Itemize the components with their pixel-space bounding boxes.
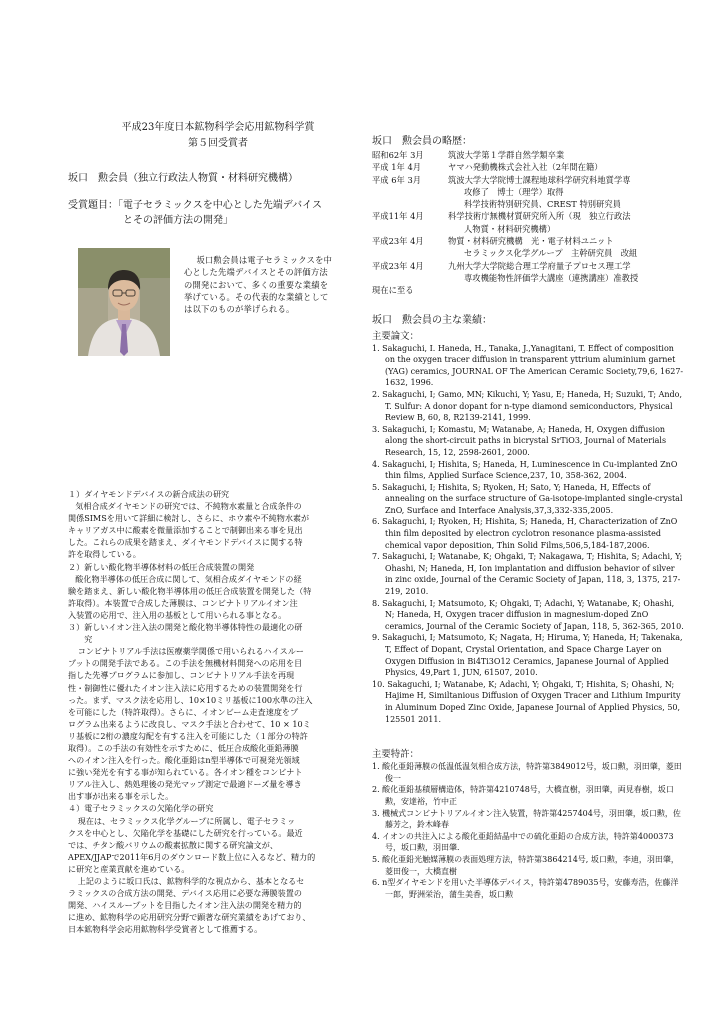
body-line: へのイオン注入を行った。酸化亜鉛はn型半導体で可視発光領域 [68,755,300,766]
paper-item: 2. Sakaguchi, I; Gamo, MN; Kikuchi, Y; Yasu, E; Haneda, H; Suzuki, T; Ando, T. Sulfur: A donor dopant for n-type diamond semiconductors, Physical Review B, 60, 8, R2139-2141, 1999. [372,389,682,423]
intro-paragraph [184,254,356,315]
paper-item: 8. Sakaguchi, I; Matsumoto, K; Ohgaki, T; Adachi, Y; Watanabe, K; Ohashi, N; Haneda, H, Oxygen tracer diffusion in magnesium-doped ZnO ceramics, Journal of the Ceramic Society of Japan, 118, 5, 362-365, 2010. [372,598,684,631]
history-date [372,272,448,284]
intro-line: 坂口勲会員は電子セラミックスを中 [196,255,333,265]
body-line: 指した先導プログラムに参加し、コンビナトリアル手法を再現 [68,670,295,681]
history-description: 科学技術庁無機材質研究所入所（現 独立行政法 [448,211,631,222]
body-line: コンビナトリアル手法は医療薬学関係で用いられるハイスルー [77,646,304,657]
paper-item: 9. Sakaguchi, I; Matsumoto, K; Nagata, H; Hiruma, Y; Haneda, H; Takenaka, T, Effect of Dopant, Crystal Orientation, and Space Charge Layer on Oxygen Diffusion in Bi4Ti3O12 Ceramics, Japanese Journal of Applied Physics, 49,Part 1, JUN, 61507, 2010. [372,633,683,678]
body-line: ログラム出来るように改良し、マスク手法と合わせて、10 × 10ミ [68,718,311,729]
body-line: に研究と産業貢献を進めている。 [68,863,190,874]
body-line: に強い発光を有する事が知られている。各イオン種をコンビナト [68,767,303,778]
paper-item: 6. Sakaguchi, I; Ryoken, H; Hishita, S; Haneda, H, Characterization of ZnO thin film deposited by electron cyclotron resonance plasma-assisted chemical vapor deposition, Thin Solid Films,506,5,184-187,2006. [372,517,678,550]
patent-item: 6. n型ダイヤモンドを用いた半導体デバイス，特許第4789035号，安藤寿浩，佐藤洋一郎，野洲栄治，蒲生美香，坂口勲 [372,878,679,899]
patents-list [372,761,684,900]
intro-line: 心とした先端デバイスとその評価方法 [184,267,328,278]
paper-item: 5. Sakaguchi, I; Hishita, S; Ryoken, H; Sato, Y; Haneda, H, Effects of annealing on the surface structure of Ga-isotope-implanted single-crystal ZnO, Surface and Interface Analysis,37,3,332-335,2005. [372,482,683,515]
body-line: では、チタン酸バリウムの酸素拡散に関する研究論文が、 [68,839,278,850]
body-line: に進め、鉱物科学の応用研究分野で顕著な研究業績をあげており、 [68,912,311,923]
section-heading: 究 [68,634,93,645]
portrait-photo [78,248,170,356]
history-description: 専攻機能物性評価学大講座（連携講座）准教授 [464,272,639,283]
patent-item: 3. 機械式コンビナトリアルイオン注入装置，特許第4257404号，羽田肇，坂口勲，佐藤芳之，鈴木峰春 [372,808,681,830]
history-date: 昭和62年 3月 [372,150,424,160]
body-line: 開発、ハイスループットを目指したイオン注入法の開発を精力的 [68,900,302,911]
body-line: 入装置の応用で、注入用の基板として用いられる事となる。 [68,609,287,620]
award-theme [68,198,354,228]
paper-item: 3. Sakaguchi, I; Komastu, M; Watanabe, A; Haneda, H, Oxygen diffusion along the short-circuit paths in bicrystal SrTiO3, Journal of Materials Research, 15, 12, 2598-2601, 2000. [372,424,667,457]
history-date: 平成11年 4月 [372,211,424,222]
patent-item: 1. 酸化亜鉛薄膜の低温低温気相合成方法，特許第3849012号，坂口勲，羽田肇，菱田俊一 [372,762,682,783]
history-entry [372,247,684,259]
body-line: した。これらの成果を踏まえ、ダイヤモンドデバイスに関する特 [68,537,303,548]
history-extra: 科学技術特別研究員、CREST 特別研究員 [464,199,621,210]
achievements-title: 坂口 勲会員の主な業績： [372,314,492,326]
body-line: 日本鉱物科学会応用鉱物科学受賞者として推薦する。 [68,924,263,935]
body-line: 気相合成ダイヤモンドの研究では、不純物水素量と合成条件の [75,501,302,512]
history-date: 平成23年 4月 [372,236,424,247]
papers-title: 主要論文： [372,330,419,342]
section-heading: ３）新しいイオン注入法の開発と酸化物半導体特性の最適化の研 [68,622,303,633]
history-entry [372,149,684,161]
body-line: リ基板に2桁の濃度勾配を有する注入を可能にした（１部分の特許 [68,730,308,741]
body-line: 験を踏まえ、新しい酸化物半導体用の低圧合成装置を開発した（特 [68,585,312,596]
body-line: 取得）。この手法の有効性を示すために、低圧合成酸化亜鉛薄膜 [68,742,299,753]
history-date: 平成 1年 4月 [372,162,422,173]
intro-line: 挙げている。その代表的な業績として [184,291,329,302]
section-heading: ２）新しい酸化物半導体材料の低圧合成装置の開発 [68,561,255,572]
portrait-section [68,248,354,358]
theme-line-2: とその評価方法の開発」 [123,215,233,226]
body-line: クスを中心とし、欠陥化学を基礎にした研究を行っている。最近 [68,827,303,838]
body-line: 酸化物半導体の低圧合成に関して、気相合成ダイヤモンドの経 [75,573,302,584]
history-description: 人物質・材料研究機構） [464,223,556,234]
body-line: った。まず、マスク法を応用し、10×10ミリ基板に100水準の注入 [68,694,313,705]
history-description: セラミックス化学グループ 主幹研究員 改組 [464,248,638,259]
history-description: 筑波大学大学院博士課程地球科学研究科地質学専 [448,174,631,185]
history-entry [372,272,684,284]
history-description: 物質・材料研究機構 光・電子材料ユニット [448,236,614,247]
body-line: ラミックスの合成方法の開発、デバイス応用に必要な薄膜装置の [68,888,302,899]
body-line: 許取得）。本装置で合成した薄膜は、コンビナトリアルイオン注 [68,597,298,608]
body-line: プットの開発手法である。この手法を無機材料開発への応用を目 [68,658,303,669]
history-entry [372,210,684,222]
body-line: キャリアガス中に酸素を微量添加することで制御出来る事を見出 [68,525,303,536]
body-line: 上記のように坂口氏は、鉱物科学的な視点から、基本となるセ [77,876,305,886]
body-line: 性・制御性に優れたイオン注入法に応用するための装置開発を行 [68,682,303,693]
patent-item: 4. イオンの共注入による酸化亜鉛結晶中での硫化亜鉛の合成方法，特許第4000373号，坂口勲，羽田肇． [372,831,674,853]
award-title: 平成23年度日本鉱物科学会応用鉱物科学賞 [121,122,315,133]
body-text [68,488,354,935]
history-date [372,223,448,235]
history-entry [372,223,684,235]
paper-item: 4. Sakaguchi, I; Hishita, S; Haneda, H, Luminescence in Cu-implanted ZnO thin films, Applied Surface Science,237, 10, 358-362, 2004. [372,459,678,481]
history-description: 九州大学大学院総合理工学府量子プロセス理工学 [448,260,631,271]
history-entry [372,186,684,198]
portrait-image [78,248,170,356]
body-line: 現在は、セラミックス化学グループに所属し、電子セラミッ [77,815,296,826]
paper-item: 10. Sakaguchi, I; Watanabe, K; Adachi, Y; Ohgaki, T; Hishita, S; Ohashi, N; Hajime H, Similtanious Diffusion of Oxygen Tracer and Lithium Impurity in Aluminum Doped Zinc Oxide, Japanese Journal of Applied Physics, 50, 125501 2011. [372,679,681,724]
recipient-name: 坂口 勲会員（独立行政法人物質・材料研究機構） [68,173,298,184]
history-date [372,247,448,259]
patent-item: 2. 酸化亜鉛基積層構造体，特許第4210748号，大橋直樹，羽田肇，両見春樹，坂口勲，安達裕，竹中正 [372,785,674,806]
paper-item: 1. Sakaguchi, I. Haneda, H., Tanaka, J.,Yanagitani, T. Effect of composition on the oxygen tracer diffusion in transparent yttrium aluminium garnet (YAG) ceramics, JOURNAL OF The American Ceramic Society,79,6, 1627-1632, 1996. [372,343,684,388]
body-line: を可能にした（特許取得）。さらに、イオンビーム走査速度をプ [68,706,299,717]
patents-title: 主要特許： [372,749,419,761]
section-heading: １）ダイヤモンドデバイスの新合成法の研究 [68,489,230,499]
history-date: 平成23年 4月 [372,260,424,271]
papers-list [372,343,684,726]
body-line: 許を取得している。 [68,549,141,560]
history-title: 坂口 勲会員の略歴： [372,136,472,147]
history-entry [372,174,684,186]
body-line: 関係SIMSを用いて詳細に検討し、さらに、ホウ素や不純物水素が [68,513,310,524]
theme-line-1: 受賞題目：「電子セラミックスを中心とした先端デバイス [68,200,322,211]
body-line: APEX/JJAPで2011年6月のダウンロード数上位に入るなど、精力的 [68,851,316,862]
intro-line: は以下のものが挙げられる。 [184,304,295,315]
history-date [372,186,448,198]
body-line: 出す事が出来る事を示した。 [68,791,174,802]
history-entry [372,260,684,272]
history-date: 平成 6年 3月 [372,174,422,185]
left-column [68,120,354,935]
history-description: 筑波大学第１学群自然学類卒業 [448,150,565,160]
history-entry [372,161,684,173]
award-subtitle: 第５回受賞者 [188,138,248,149]
award-heading [82,120,354,151]
right-column [372,132,684,900]
intro-line: の開発において、多くの重要な業績を [184,279,329,290]
history-closing: 現在に至る [372,285,414,296]
history-description: 攻修了 博士（理学）取得 [464,186,564,197]
section-heading: ４）電子セラミックスの欠陥化学の研究 [68,803,214,814]
history-list [372,149,684,284]
body-line: リアル注入し、熱処理後の発光マップ測定で最適ドーズ量を導き [68,779,302,790]
history-entry [372,235,684,247]
history-description: ヤマハ発動機株式会社入社（2年間在籍） [448,162,603,173]
patent-item: 5. 酸化亜鉛光触媒薄膜の表面処理方法，特許第3864214号, 坂口勲，李迪，羽田肇，菱田俊一，大橋直樹 [372,854,679,876]
paper-item: 7. Sakaguchi, I; Watanabe, K; Ohgaki, T; Nakagawa, T; Hishita, S; Adachi, Y; Ohashi, N; Haneda, H, Ion implantation and diffusion behavior of silver in zinc oxide, Journal of the Ceramic Society of Japan, 118, 3, 1375, 217-219, 2010. [372,552,683,597]
